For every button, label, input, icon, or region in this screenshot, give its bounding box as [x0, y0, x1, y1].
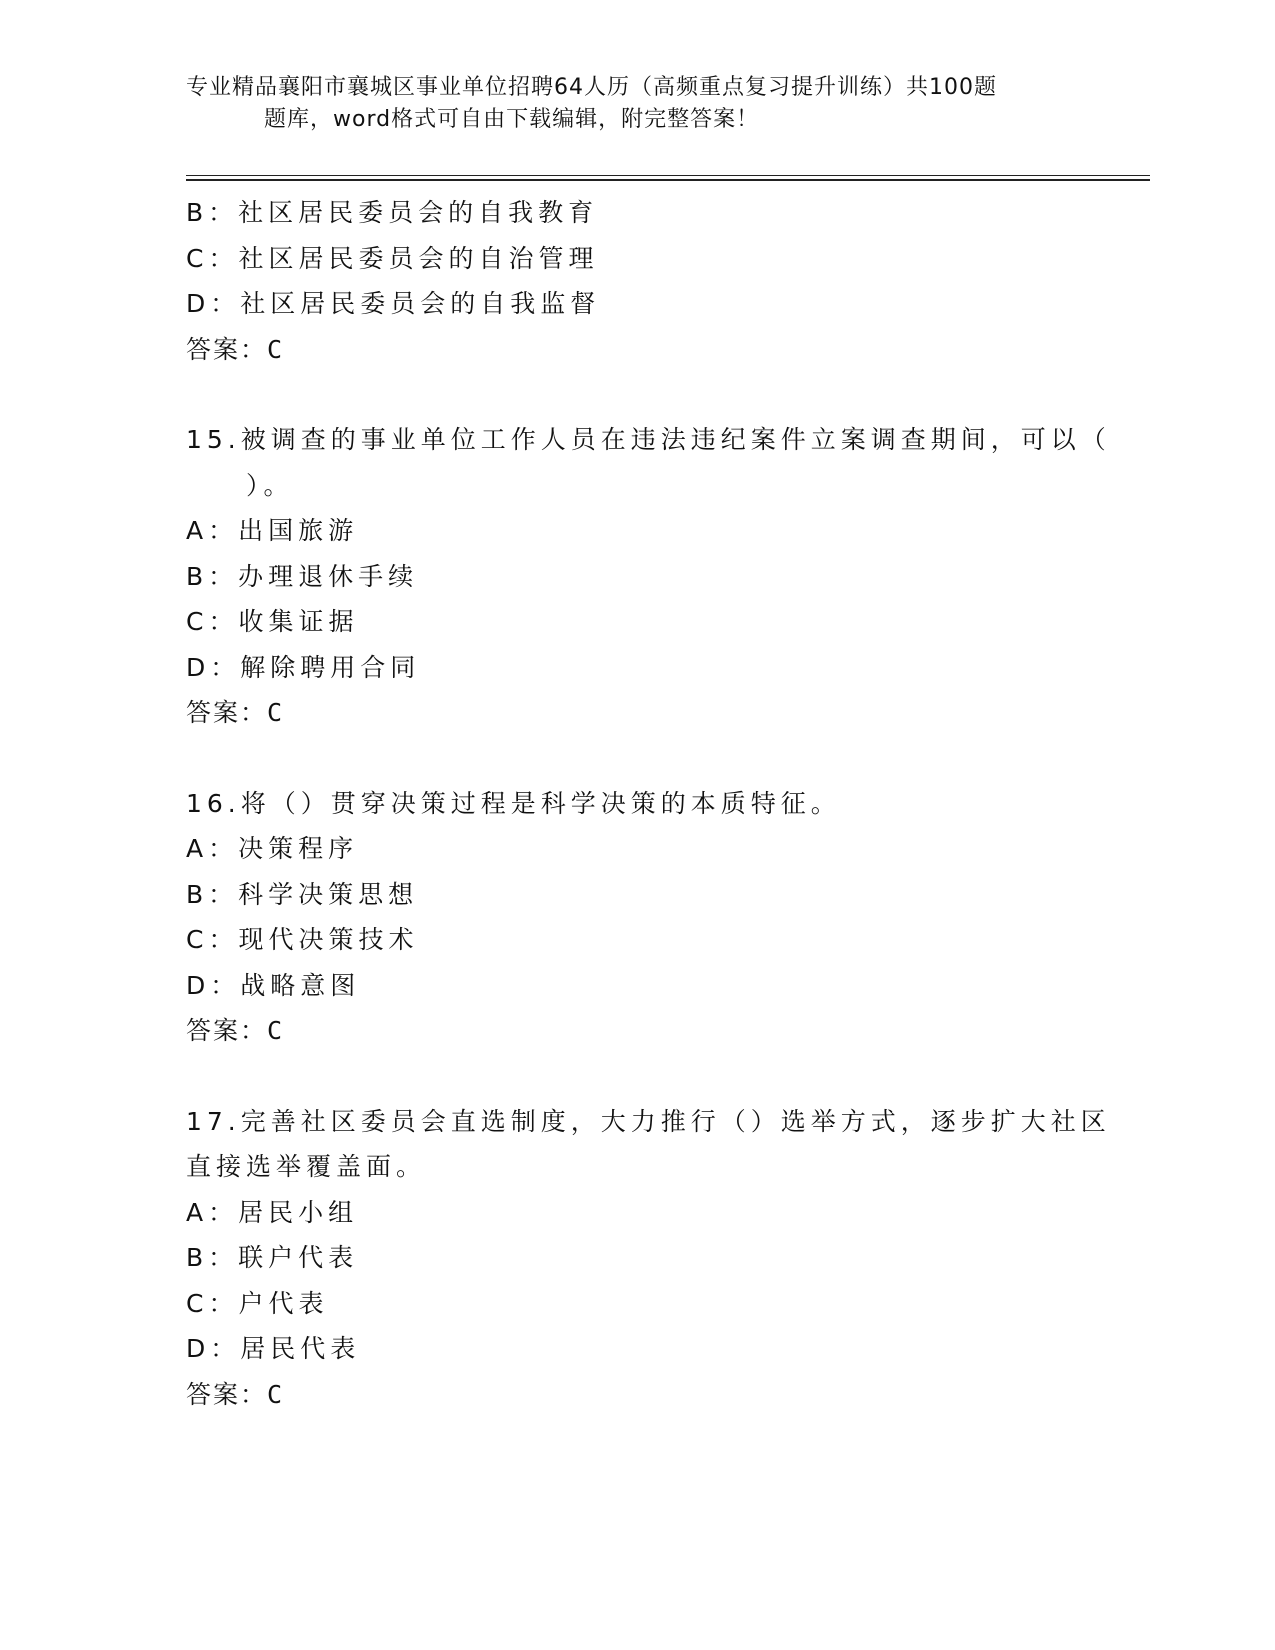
answer-line [186, 690, 1066, 736]
header-divider [186, 175, 1150, 181]
question-content [186, 190, 1111, 1417]
option-d: D：居民代表 [186, 1334, 361, 1363]
question-stem: 15.被调查的事业单位工作人员在违法违纪案件立案调查期间，可以（ [186, 425, 1111, 454]
question-17 [186, 1099, 1111, 1418]
answer-value: C [267, 1016, 285, 1045]
spacer [186, 736, 1066, 781]
answer-label: 答案： [186, 1016, 268, 1045]
question-stem-continued: 直接选举覆盖面。 [186, 1152, 427, 1181]
question-stem-continued: ）。 [246, 470, 294, 500]
spacer [186, 1054, 1066, 1099]
answer-label: 答案： [186, 334, 268, 364]
answer-value: C [267, 698, 285, 727]
answer-label: 答案： [186, 698, 268, 727]
option-c: C：现代决策技术 [186, 925, 419, 954]
option-c: C：社区居民委员会的自治管理 [186, 243, 599, 273]
answer-label: 答案： [186, 1379, 268, 1409]
header-line-1: 专业精品襄阳市襄城区事业单位招聘64人历（高频重点复习提升训练）共100题 [186, 75, 997, 100]
option-d: D：解除聘用合同 [186, 652, 421, 682]
answer-line [186, 327, 1066, 373]
option-a: A：出国旅游 [186, 516, 359, 545]
question-stem: 16.将（）贯穿决策过程是科学决策的本质特征。 [186, 788, 841, 818]
answer-value: C [267, 334, 285, 364]
option-b: B：社区居民委员会的自我教育 [186, 198, 599, 227]
option-c: C：户代表 [186, 1288, 329, 1318]
option-d: D：社区居民委员会的自我监督 [186, 289, 601, 318]
option-a: A：居民小组 [186, 1197, 359, 1227]
option-b: B：办理退休手续 [186, 561, 419, 591]
question-15 [186, 417, 1111, 736]
option-d: D：战略意图 [186, 970, 361, 1000]
question-stem: 17.完善社区委员会直选制度，大力推行（）选举方式，逐步扩大社区 [186, 1106, 1111, 1136]
question-16 [186, 781, 1066, 1054]
document-header [186, 72, 1066, 136]
question-14 [186, 190, 1066, 372]
answer-line [186, 1008, 1066, 1054]
answer-line [186, 1372, 1066, 1418]
header-line-2: 题库，word格式可自由下载编辑，附完整答案！ [264, 107, 760, 132]
option-a: A：决策程序 [186, 834, 359, 863]
spacer [186, 372, 1066, 417]
option-b: B：科学决策思想 [186, 879, 419, 909]
option-b: B：联户代表 [186, 1243, 359, 1272]
option-c: C：收集证据 [186, 607, 359, 636]
answer-value: C [267, 1379, 285, 1409]
